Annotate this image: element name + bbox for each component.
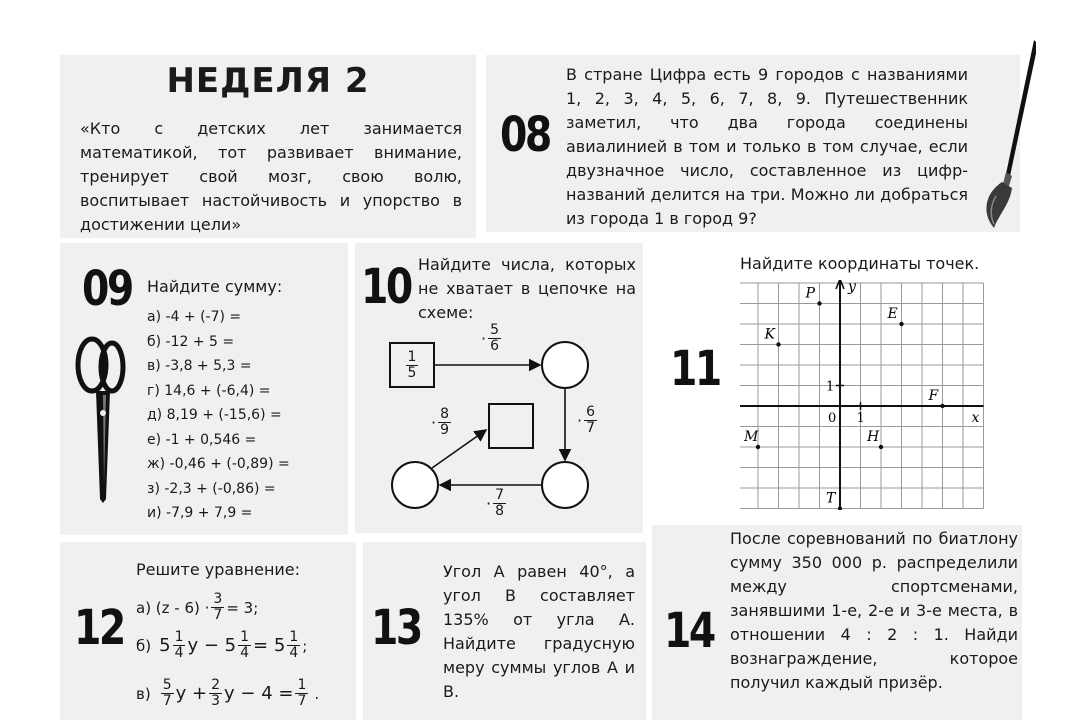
- task-14-card: [652, 525, 1022, 720]
- op2-numerator: 6: [586, 404, 596, 420]
- op4-denominator: 9: [440, 422, 450, 438]
- task-13-text: Угол А равен 40°, а угол В составляет 135% от угла А. Найдите градусную меру суммы углов А и В.: [443, 562, 635, 701]
- point-label-H: H: [867, 429, 880, 445]
- eq-c-f2-den: 3: [211, 693, 221, 709]
- origin-label: 0: [828, 411, 837, 426]
- task-09-heading: Найдите сумму:: [147, 277, 283, 296]
- op2-label: [577, 405, 599, 436]
- task-13-number: 13: [371, 600, 421, 656]
- eq-c-f1-den: 7: [162, 693, 172, 709]
- week-title: НЕДЕЛЯ 2: [166, 61, 370, 101]
- point-label-P: P: [805, 285, 815, 302]
- task-09-number: 09: [82, 261, 132, 317]
- unit-x-label: 1: [856, 411, 865, 426]
- y-axis-label: y: [848, 280, 856, 295]
- task-09-item: и) -7,9 + 7,9 =: [147, 505, 253, 521]
- op3-denominator: 8: [495, 503, 505, 519]
- point-T: [838, 506, 842, 510]
- task-09-card: [60, 243, 348, 535]
- eq-b-w1: 5: [159, 635, 171, 656]
- week-card: [60, 55, 476, 238]
- task-08-number: 08: [500, 107, 550, 163]
- start-numerator: 1: [407, 348, 417, 365]
- eq-c-v1: y +: [175, 683, 208, 704]
- eq-c-f3-den: 7: [297, 693, 307, 709]
- task-10-number: 10: [361, 259, 411, 315]
- eq-a-den: 7: [213, 607, 223, 623]
- op4-label: [431, 407, 453, 438]
- eq-c-f2-num: 2: [211, 677, 221, 693]
- task-10-card: [355, 243, 643, 533]
- task-09-list: [147, 305, 290, 526]
- eq-c-f3-num: 1: [297, 677, 307, 693]
- op2-dot: ·: [577, 411, 583, 430]
- eq-b-f2-den: 4: [240, 645, 250, 661]
- task-08-card: [486, 55, 1020, 232]
- eq-b-f1-num: 1: [174, 629, 184, 645]
- eq-a-num: 3: [213, 591, 223, 607]
- task-09-item: д) 8,19 + (-15,6) =: [147, 407, 282, 423]
- point-P: [817, 301, 821, 305]
- eq-b-eq: = 5: [253, 635, 286, 656]
- eq-c-end: .: [314, 684, 320, 703]
- task-12-heading: Решите уравнение:: [136, 560, 301, 579]
- task-11-heading: Найдите координаты точек.: [740, 254, 980, 273]
- op1-label: [481, 323, 503, 354]
- equation-b: [136, 630, 307, 661]
- eq-b-f2-num: 1: [240, 629, 250, 645]
- op1-numerator: 5: [490, 322, 500, 338]
- eq-b-f3-den: 4: [289, 645, 299, 661]
- eq-a-prefix: а) (z - 6) ·: [136, 598, 210, 617]
- eq-c-f1-num: 5: [162, 677, 172, 693]
- point-label-M: M: [744, 429, 759, 445]
- task-09-item: е) -1 + 0,546 =: [147, 431, 257, 448]
- point-M: [756, 445, 760, 449]
- eq-a-suffix: = 3;: [226, 598, 259, 617]
- eq-b-prefix: б): [136, 636, 152, 655]
- task-12-card: [60, 542, 356, 720]
- scheme-circle-2: [542, 462, 588, 508]
- op3-numerator: 7: [495, 487, 505, 503]
- task-09-item: б) -12 + 5 =: [147, 333, 235, 350]
- eq-b-v1: y − 5: [187, 635, 237, 656]
- point-K: [776, 342, 780, 346]
- task-09-item: г) 14,6 + (-6,4) =: [147, 382, 271, 399]
- task-13-card: [363, 542, 646, 720]
- task-09-item: ж) -0,46 + (-0,89) =: [147, 456, 290, 472]
- task-08-text: В стране Цифра есть 9 городов с названиями 1, 2, 3, 4, 5, 6, 7, 8, 9. Путешественник заметил, что два города соединены авиалинией в том и только в том случае, если двузначное число, составленное из цифр-названий делится на три. Можно ли добраться из города 1 в город 9?: [566, 65, 968, 228]
- op1-denominator: 6: [490, 338, 500, 354]
- start-denominator: 5: [407, 364, 417, 381]
- point-H: [879, 445, 883, 449]
- op3-dot: ·: [486, 494, 492, 513]
- week-quote: «Кто с детских лет занимается математикой, тот развивает внимание, тренирует свой мозг, свою волю, воспитывает настойчивость и упорство в достижении цели»: [80, 119, 462, 234]
- eq-b-end: ;: [302, 636, 308, 655]
- point-F: [940, 404, 944, 408]
- point-label-T: T: [826, 490, 836, 507]
- paintbrush-icon: [976, 36, 1036, 236]
- op2-denominator: 7: [586, 420, 596, 436]
- equation-a: [136, 592, 258, 623]
- point-label-E: E: [887, 306, 898, 322]
- scheme-circle-3: [392, 462, 438, 508]
- task-11-section: [650, 243, 1020, 518]
- coordinate-grid: [740, 280, 990, 510]
- equation-c: [136, 678, 319, 709]
- scissors-icon: [70, 335, 132, 505]
- x-axis-label: x: [971, 410, 980, 426]
- task-09-item: з) -2,3 + (-0,86) =: [147, 480, 276, 497]
- task-09-item: в) -3,8 + 5,3 =: [147, 358, 252, 374]
- unit-y-label: 1: [826, 379, 835, 395]
- point-label-F: F: [928, 388, 939, 404]
- op3-label: [486, 488, 508, 519]
- task-11-number: 11: [670, 341, 720, 397]
- op1-dot: ·: [481, 329, 487, 348]
- eq-b-f1-den: 4: [174, 645, 184, 661]
- point-E: [899, 322, 903, 326]
- point-label-K: K: [764, 326, 775, 343]
- task-12-number: 12: [74, 600, 124, 656]
- task-10-text: Найдите числа, которых не хватает в цепочке на схеме:: [418, 255, 636, 322]
- scheme-circle-1: [542, 342, 588, 388]
- op4-dot: ·: [431, 413, 437, 432]
- task-14-number: 14: [664, 603, 714, 659]
- task-14-text: После соревнований по биатлону сумму 350 000 р. распределили между спортсменами, занявшими 1-е, 2-е и 3-е места, в отношении 4 : 2 : 1. Найди вознаграждение, которое получил каждый призёр.: [730, 529, 1018, 692]
- eq-c-prefix: в): [136, 684, 151, 703]
- eq-c-v2: y − 4 =: [224, 683, 294, 704]
- task-09-item: а) -4 + (-7) =: [147, 309, 242, 325]
- eq-b-f3-num: 1: [289, 629, 299, 645]
- op4-numerator: 8: [440, 406, 450, 422]
